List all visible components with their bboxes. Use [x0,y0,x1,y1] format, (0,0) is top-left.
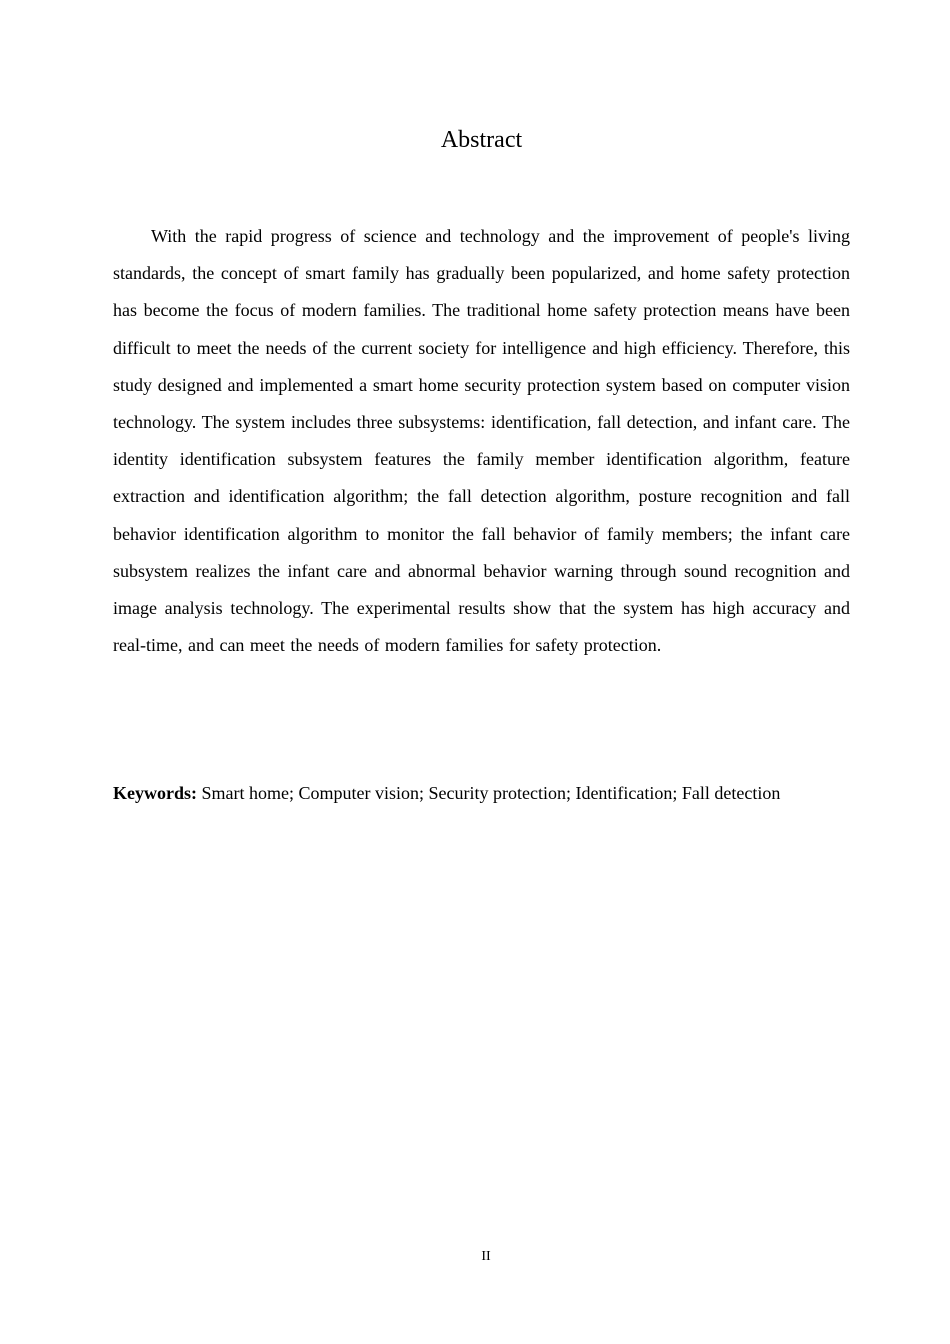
abstract-title: Abstract [440,127,523,153]
page-number: II [481,1249,491,1264]
keywords-label: Keywords: [113,783,197,803]
keywords-text: Smart home; Computer vision; Security protection; Identification; Fall detection [197,783,781,803]
keywords-line [113,778,873,808]
abstract-body: With the rapid progress of science and technology and the improvement of people's living standards, the concept of smart family has gradually been popularized, and home safety protection has become the focus of modern families. The traditional home safety protection means have been difficult to meet the needs of the current society for intelligence and high efficiency. Therefore, this study designed and implemented a smart home security protection system based on computer vision technology. The system includes three subsystems: identification, fall detection, and infant care. The identity identification subsystem features the family member identification algorithm, feature extraction and identification algorithm; the fall detection algorithm, posture recognition and fall behavior identification algorithm to monitor the fall behavior of family members; the infant care subsystem realizes the infant care and abnormal behavior warning through sound recognition and image analysis technology. The experimental results show that the system has high accuracy and real-time, and can meet the needs of modern families for safety protection. [113,226,850,656]
